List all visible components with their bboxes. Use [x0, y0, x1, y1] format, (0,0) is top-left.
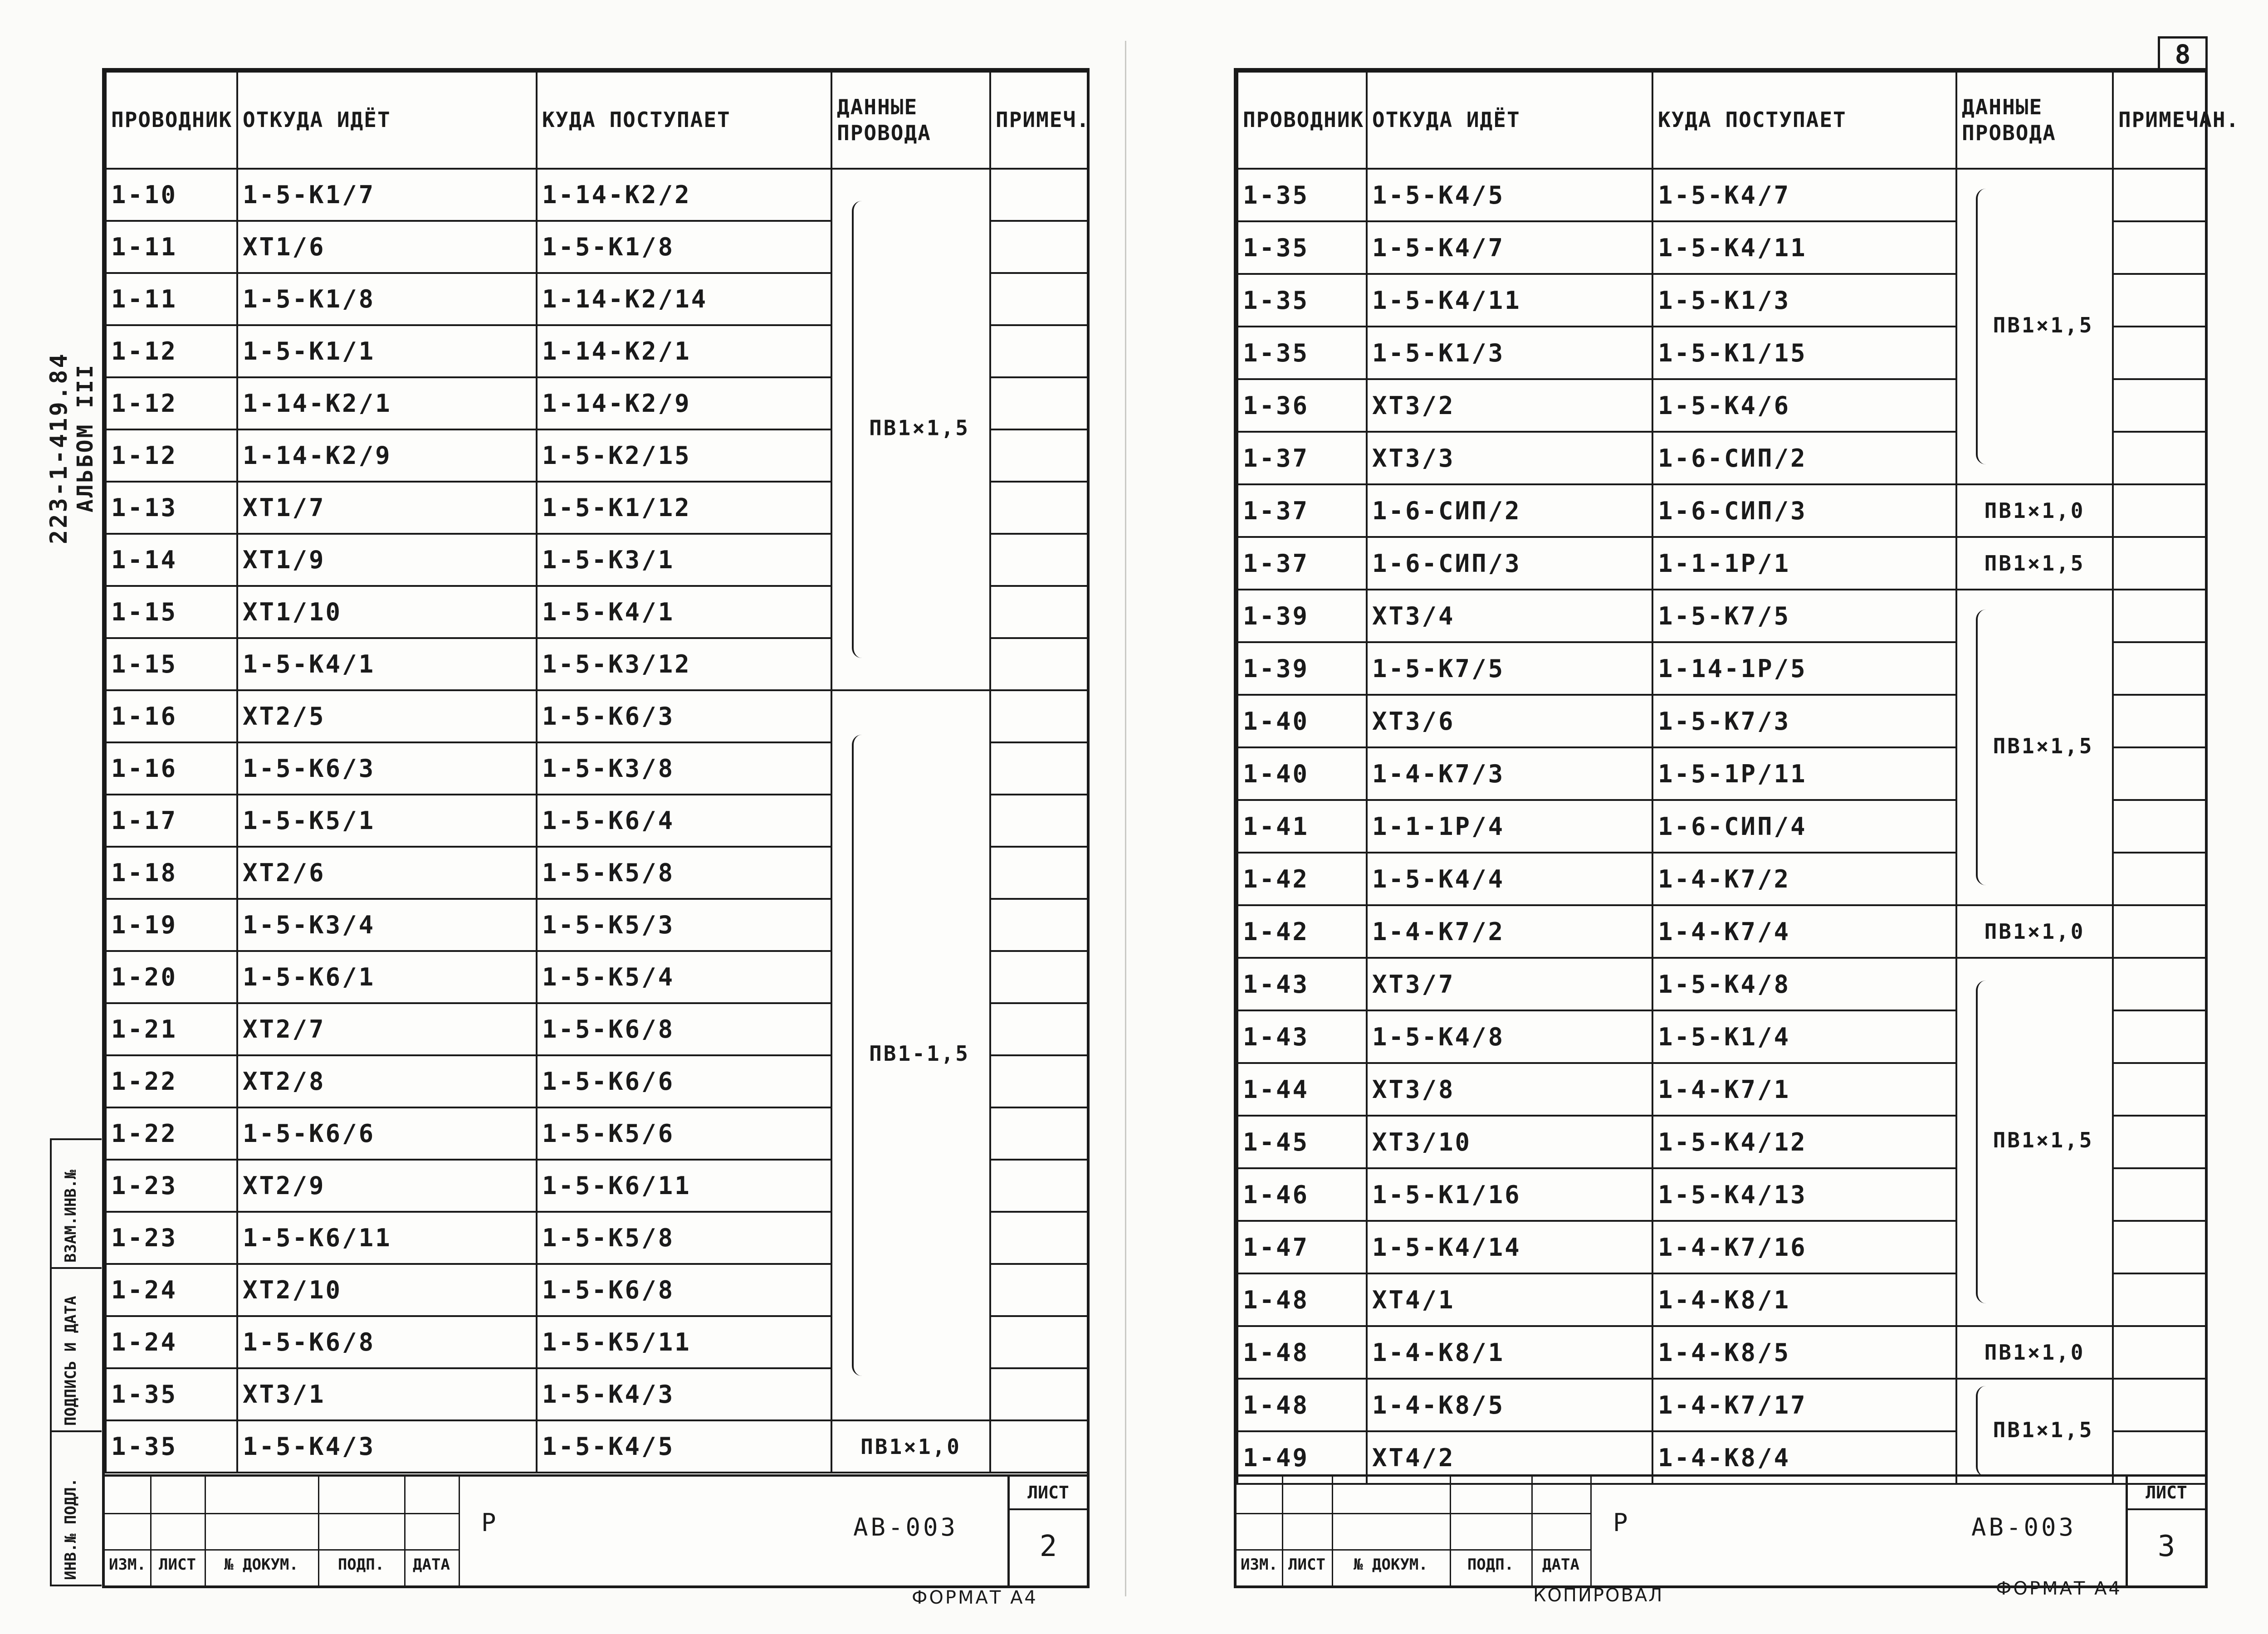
- tb-doc-code: АВ-003: [853, 1513, 958, 1541]
- cell-wire: 1-22: [106, 1107, 237, 1160]
- table-row: [1237, 590, 2206, 642]
- cell-note: [2113, 800, 2206, 853]
- cell-note: [990, 1368, 1088, 1420]
- cell-from: 1-5-К1/8: [237, 273, 537, 325]
- cell-from: 1-5-К1/7: [237, 169, 537, 221]
- tb-label-sheet: ЛИСТ: [1288, 1556, 1325, 1574]
- cell-to: 1-5-К4/8: [1652, 958, 1956, 1010]
- cell-from: ХТ1/6: [237, 221, 537, 273]
- cell-wire: 1-13: [106, 482, 237, 534]
- cell-note: [990, 377, 1088, 429]
- cell-from: 1-5-К5/1: [237, 795, 537, 847]
- cell-wire-data: [1956, 484, 2113, 537]
- wire-data-label: ПВ1×1,0: [1984, 1340, 2085, 1365]
- cell-to: 1-5-К4/1: [537, 586, 831, 638]
- title-grid: [105, 1477, 459, 1585]
- cell-from: ХТ3/1: [237, 1368, 537, 1420]
- cell-wire-data: [1956, 169, 2113, 484]
- cell-from: 1-5-К7/5: [1367, 642, 1652, 695]
- tb-label-sign: ПОДП.: [337, 1556, 385, 1574]
- cell-to: 1-5-К4/11: [1652, 221, 1956, 274]
- cell-wire: 1-48: [1237, 1326, 1367, 1379]
- album-label: АЛЬБОМ III: [73, 363, 98, 512]
- wire-data-label: ПВ1×1,5: [1993, 1417, 2094, 1442]
- cell-wire: 1-46: [1237, 1168, 1367, 1221]
- cell-from: ХТ2/8: [237, 1055, 537, 1107]
- cell-from: ХТ3/2: [1367, 379, 1652, 432]
- cell-wire-data: [1956, 1326, 2113, 1379]
- tb-doc-code: АВ-003: [1971, 1513, 2077, 1541]
- cell-wire: 1-10: [106, 169, 237, 221]
- wire-data-label: ПВ1-1,5: [869, 1041, 970, 1066]
- cell-to: 1-4-К7/4: [1652, 905, 1956, 958]
- wire-data-label: ПВ1×1,5: [1993, 1128, 2094, 1153]
- cell-to: 1-4-К7/2: [1652, 853, 1956, 905]
- stamp-label-inv: ИНВ.№ ПОДЛ.: [62, 1478, 80, 1580]
- table-row: [1237, 169, 2206, 221]
- table-row: [1237, 1379, 2206, 1431]
- cell-to: 1-5-К5/3: [537, 899, 831, 951]
- cell-from: 1-5-К6/11: [237, 1212, 537, 1264]
- cell-wire-data: [831, 1420, 990, 1473]
- cell-note: [2113, 484, 2206, 537]
- cell-wire-data: [1956, 958, 2113, 1326]
- cell-to: 1-5-К1/12: [537, 482, 831, 534]
- cell-to: 1-4-К7/1: [1652, 1063, 1956, 1116]
- group-brace: [1976, 189, 1989, 465]
- cell-note: [990, 951, 1088, 1003]
- cell-note: [2113, 221, 2206, 274]
- group-brace: [1976, 980, 1989, 1303]
- tb-letter: Р: [481, 1508, 496, 1537]
- cell-from: 1-4-К8/5: [1367, 1379, 1652, 1431]
- cell-note: [990, 1420, 1088, 1473]
- cell-to: 1-5-1Р/11: [1652, 747, 1956, 800]
- table-row: [106, 690, 1088, 742]
- cell-wire: 1-37: [1237, 537, 1367, 590]
- cell-to: 1-5-К1/8: [537, 221, 831, 273]
- cell-to: 1-5-К4/7: [1652, 169, 1956, 221]
- cell-wire: 1-42: [1237, 853, 1367, 905]
- cell-wire: 1-23: [106, 1160, 237, 1212]
- cell-to: 1-5-К7/3: [1652, 695, 1956, 747]
- page-fold: [1125, 41, 1126, 1596]
- cell-wire: 1-14: [106, 534, 237, 586]
- tb-sheet-label: ЛИСТ: [1010, 1477, 1087, 1510]
- col-header-from: ОТКУДА ИДЁТ: [237, 72, 537, 169]
- cell-wire: 1-12: [106, 429, 237, 482]
- cell-note: [990, 899, 1088, 951]
- cell-to: 1-1-1Р/1: [1652, 537, 1956, 590]
- cell-note: [990, 429, 1088, 482]
- cell-from: 1-6-СИП/3: [1367, 537, 1652, 590]
- cell-note: [990, 1107, 1088, 1160]
- col-header-data: ДАННЫЕ ПРОВОДА: [1956, 72, 2113, 169]
- cell-to: 1-5-К7/5: [1652, 590, 1956, 642]
- cell-to: 1-5-К6/8: [537, 1264, 831, 1316]
- cell-to: 1-5-К5/4: [537, 951, 831, 1003]
- stamp-label-replace: ВЗАМ.ИНВ.№: [62, 1170, 80, 1263]
- cell-note: [2113, 1326, 2206, 1379]
- cell-note: [990, 1003, 1088, 1055]
- cell-note: [990, 1316, 1088, 1368]
- cell-to: 1-5-К6/6: [537, 1055, 831, 1107]
- table-row: [106, 169, 1088, 221]
- sheet-right: [1234, 39, 2240, 1588]
- cell-to: 1-5-К4/6: [1652, 379, 1956, 432]
- cell-from: 1-5-К4/5: [1367, 169, 1652, 221]
- wire-data-label: ПВ1×1,5: [869, 415, 970, 440]
- cell-wire: 1-19: [106, 899, 237, 951]
- cell-to: 1-5-К5/11: [537, 1316, 831, 1368]
- cell-wire: 1-42: [1237, 905, 1367, 958]
- cell-note: [2113, 853, 2206, 905]
- cell-to: 1-4-К7/16: [1652, 1221, 1956, 1273]
- tb-sheet-box: [2126, 1477, 2205, 1585]
- cell-wire: 1-21: [106, 1003, 237, 1055]
- wire-data-label: ПВ1×1,5: [1993, 312, 2094, 337]
- tb-label-sign: ПОДП.: [1467, 1556, 1514, 1574]
- cell-to: 1-4-К8/5: [1652, 1326, 1956, 1379]
- cell-from: 1-5-К4/11: [1367, 274, 1652, 327]
- cell-note: [2113, 905, 2206, 958]
- cell-to: 1-5-К6/8: [537, 1003, 831, 1055]
- cell-wire: 1-35: [106, 1368, 237, 1420]
- cell-to: 1-5-К5/6: [537, 1107, 831, 1160]
- cell-to: 1-5-К3/8: [537, 742, 831, 795]
- col-header-to: КУДА ПОСТУПАЕТ: [1652, 72, 1956, 169]
- cell-note: [2113, 1379, 2206, 1431]
- cell-to: 1-5-К4/5: [537, 1420, 831, 1473]
- cell-wire: 1-22: [106, 1055, 237, 1107]
- cell-wire: 1-48: [1237, 1379, 1367, 1431]
- cell-wire: 1-44: [1237, 1063, 1367, 1116]
- cell-note: [2113, 1010, 2206, 1063]
- cell-from: 1-4-К8/1: [1367, 1326, 1652, 1379]
- cell-from: ХТ1/9: [237, 534, 537, 586]
- title-block-right: [1237, 1474, 2205, 1585]
- page-number: 8: [2158, 36, 2208, 73]
- tb-sheet-number: 3: [2157, 1530, 2175, 1563]
- cell-note: [2113, 1221, 2206, 1273]
- cell-note: [990, 482, 1088, 534]
- cell-wire: 1-17: [106, 795, 237, 847]
- cell-wire: 1-43: [1237, 958, 1367, 1010]
- cell-to: 1-4-К8/4: [1652, 1431, 1956, 1484]
- cell-note: [990, 1264, 1088, 1316]
- cell-note: [990, 586, 1088, 638]
- tb-label-date: ДАТА: [1542, 1556, 1579, 1574]
- format-label-left: ФОРМАТ А4: [912, 1587, 1038, 1608]
- table-row: [106, 1420, 1088, 1473]
- cell-to: 1-5-К2/15: [537, 429, 831, 482]
- col-header-from: ОТКУДА ИДЁТ: [1367, 72, 1652, 169]
- cell-note: [990, 742, 1088, 795]
- tb-sheet-number: 2: [1039, 1530, 1057, 1563]
- cell-wire: 1-35: [1237, 221, 1367, 274]
- cell-note: [990, 221, 1088, 273]
- cell-from: 1-5-К3/4: [237, 899, 537, 951]
- cell-wire-data: [1956, 537, 2113, 590]
- cell-to: 1-5-К3/1: [537, 534, 831, 586]
- wire-data-label: ПВ1×1,5: [1984, 551, 2085, 576]
- cell-from: 1-5-К4/14: [1367, 1221, 1652, 1273]
- cell-from: ХТ3/7: [1367, 958, 1652, 1010]
- cell-to: 1-4-К8/1: [1652, 1273, 1956, 1326]
- group-brace: [1976, 610, 1989, 886]
- cell-note: [990, 1160, 1088, 1212]
- cell-from: ХТ3/4: [1367, 590, 1652, 642]
- col-header-to: КУДА ПОСТУПАЕТ: [537, 72, 831, 169]
- cell-to: 1-14-1Р/5: [1652, 642, 1956, 695]
- cell-from: 1-5-К6/3: [237, 742, 537, 795]
- sheet-left: [102, 68, 1090, 1588]
- wire-table-right: [1237, 71, 2240, 1485]
- cell-wire: 1-15: [106, 586, 237, 638]
- cell-from: ХТ3/10: [1367, 1116, 1652, 1168]
- cell-wire: 1-24: [106, 1316, 237, 1368]
- cell-wire-data: [831, 169, 990, 690]
- table-row: [1237, 537, 2206, 590]
- cell-wire-data: [1956, 590, 2113, 905]
- cell-wire: 1-15: [106, 638, 237, 690]
- cell-note: [2113, 958, 2206, 1010]
- cell-from: 1-4-К7/2: [1367, 905, 1652, 958]
- table-row: [1237, 905, 2206, 958]
- tb-sheet-box: [1007, 1477, 1087, 1585]
- tb-sheet-label: ЛИСТ: [2128, 1477, 2205, 1510]
- cell-wire: 1-23: [106, 1212, 237, 1264]
- cell-note: [990, 638, 1088, 690]
- cell-to: 1-5-К6/11: [537, 1160, 831, 1212]
- group-brace: [852, 201, 865, 658]
- cell-to: 1-14-К2/9: [537, 377, 831, 429]
- cell-to: 1-5-К1/4: [1652, 1010, 1956, 1063]
- cell-wire: 1-35: [106, 1420, 237, 1473]
- cell-from: 1-4-К7/3: [1367, 747, 1652, 800]
- cell-wire: 1-40: [1237, 695, 1367, 747]
- cell-from: 1-6-СИП/2: [1367, 484, 1652, 537]
- cell-to: 1-5-К1/15: [1652, 327, 1956, 379]
- wire-data-label: ПВ1×1,5: [1993, 733, 2094, 758]
- cell-to: 1-14-К2/14: [537, 273, 831, 325]
- cell-wire: 1-43: [1237, 1010, 1367, 1063]
- table-row: [1237, 1326, 2206, 1379]
- cell-to: 1-5-К6/4: [537, 795, 831, 847]
- cell-note: [990, 325, 1088, 377]
- cell-from: 1-5-К4/1: [237, 638, 537, 690]
- tb-label-doc: № ДОКУМ.: [224, 1556, 298, 1574]
- cell-note: [990, 847, 1088, 899]
- cell-from: ХТ1/7: [237, 482, 537, 534]
- cell-to: 1-5-К4/13: [1652, 1168, 1956, 1221]
- cell-from: 1-5-К1/3: [1367, 327, 1652, 379]
- cell-from: ХТ3/3: [1367, 432, 1652, 484]
- cell-wire: 1-18: [106, 847, 237, 899]
- cell-to: 1-5-К1/3: [1652, 274, 1956, 327]
- stamp-label-sign: ПОДПИСЬ И ДАТА: [62, 1296, 80, 1426]
- col-header-wire: ПРОВОДНИК: [1237, 72, 1367, 169]
- cell-from: 1-5-К1/16: [1367, 1168, 1652, 1221]
- cell-wire: 1-12: [106, 325, 237, 377]
- cell-from: ХТ2/9: [237, 1160, 537, 1212]
- format-label-right: ФОРМАТ А4: [1996, 1578, 2122, 1599]
- cell-wire-data: [1956, 905, 2113, 958]
- cell-to: 1-5-К5/8: [537, 847, 831, 899]
- tb-letter: Р: [1613, 1508, 1628, 1537]
- group-brace: [1976, 1386, 1989, 1477]
- cell-note: [990, 795, 1088, 847]
- cell-to: 1-14-К2/2: [537, 169, 831, 221]
- cell-from: 1-5-К6/8: [237, 1316, 537, 1368]
- cell-from: ХТ4/2: [1367, 1431, 1652, 1484]
- col-header-note: ПРИМЕЧАН.: [2113, 72, 2206, 169]
- cell-from: ХТ2/10: [237, 1264, 537, 1316]
- cell-from: 1-5-К4/4: [1367, 853, 1652, 905]
- cell-wire: 1-24: [106, 1264, 237, 1316]
- cell-note: [990, 273, 1088, 325]
- cell-from: 1-14-К2/9: [237, 429, 537, 482]
- cell-wire: 1-40: [1237, 747, 1367, 800]
- cell-note: [2113, 327, 2206, 379]
- copied-by-label: КОПИРОВАЛ: [1533, 1585, 1664, 1606]
- cell-from: 1-5-К1/1: [237, 325, 537, 377]
- cell-wire: 1-49: [1237, 1431, 1367, 1484]
- cell-note: [990, 1055, 1088, 1107]
- cell-to: 1-5-К3/12: [537, 638, 831, 690]
- cell-to: 1-5-К4/3: [537, 1368, 831, 1420]
- cell-wire: 1-11: [106, 221, 237, 273]
- cell-from: ХТ3/8: [1367, 1063, 1652, 1116]
- cell-wire: 1-35: [1237, 327, 1367, 379]
- cell-wire: 1-39: [1237, 590, 1367, 642]
- cell-to: 1-4-К7/17: [1652, 1379, 1956, 1431]
- cell-note: [2113, 537, 2206, 590]
- cell-from: ХТ2/5: [237, 690, 537, 742]
- cell-note: [2113, 379, 2206, 432]
- table-row: [1237, 484, 2206, 537]
- tb-label-sheet: ЛИСТ: [159, 1556, 196, 1574]
- title-block-left: [105, 1474, 1087, 1585]
- cell-wire-data: [831, 690, 990, 1420]
- header-row: [1237, 72, 2206, 169]
- cell-to: 1-5-К6/3: [537, 690, 831, 742]
- tb-label-change: ИЗМ.: [109, 1556, 146, 1574]
- cell-to: 1-14-К2/1: [537, 325, 831, 377]
- cell-wire: 1-20: [106, 951, 237, 1003]
- wire-data-label: ПВ1×1,0: [860, 1434, 961, 1459]
- cell-from: ХТ2/6: [237, 847, 537, 899]
- col-header-wire: ПРОВОДНИК: [106, 72, 237, 169]
- group-brace: [852, 735, 865, 1375]
- cell-from: 1-14-К2/1: [237, 377, 537, 429]
- cell-to: 1-6-СИП/3: [1652, 484, 1956, 537]
- cell-from: 1-5-К4/8: [1367, 1010, 1652, 1063]
- cell-note: [2113, 1116, 2206, 1168]
- header-row: [106, 72, 1088, 169]
- cell-note: [2113, 642, 2206, 695]
- wire-data-label: ПВ1×1,0: [1984, 919, 2085, 944]
- cell-note: [2113, 1168, 2206, 1221]
- cell-note: [2113, 1063, 2206, 1116]
- col-header-note: ПРИМЕЧ.: [990, 72, 1088, 169]
- cell-wire: 1-16: [106, 690, 237, 742]
- cell-note: [990, 690, 1088, 742]
- cell-wire: 1-39: [1237, 642, 1367, 695]
- cell-from: 1-5-К4/7: [1367, 221, 1652, 274]
- col-header-data: ДАННЫЕ ПРОВОДА: [831, 72, 990, 169]
- cell-wire: 1-37: [1237, 432, 1367, 484]
- cell-note: [2113, 590, 2206, 642]
- cell-from: 1-5-К6/1: [237, 951, 537, 1003]
- cell-wire-data: [1956, 1379, 2113, 1484]
- cell-note: [2113, 747, 2206, 800]
- tb-label-doc: № ДОКУМ.: [1354, 1556, 1428, 1574]
- cell-to: 1-6-СИП/2: [1652, 432, 1956, 484]
- cell-wire: 1-11: [106, 273, 237, 325]
- cell-wire: 1-12: [106, 377, 237, 429]
- album-code: 223-1-419.84: [45, 352, 73, 544]
- cell-from: ХТ1/10: [237, 586, 537, 638]
- cell-wire: 1-36: [1237, 379, 1367, 432]
- cell-from: 1-5-К4/3: [237, 1420, 537, 1473]
- cell-from: 1-1-1Р/4: [1367, 800, 1652, 853]
- cell-wire: 1-41: [1237, 800, 1367, 853]
- tb-label-date: ДАТА: [413, 1556, 450, 1574]
- cell-wire: 1-35: [1237, 169, 1367, 221]
- cell-wire: 1-45: [1237, 1116, 1367, 1168]
- cell-wire: 1-37: [1237, 484, 1367, 537]
- cell-from: ХТ3/6: [1367, 695, 1652, 747]
- cell-note: [2113, 432, 2206, 484]
- stamp-strip: [50, 1138, 102, 1586]
- cell-to: 1-5-К5/8: [537, 1212, 831, 1264]
- wire-table-left: [105, 71, 1089, 1473]
- cell-wire: 1-35: [1237, 274, 1367, 327]
- table-row: [1237, 958, 2206, 1010]
- cell-note: [2113, 1273, 2206, 1326]
- cell-to: 1-6-СИП/4: [1652, 800, 1956, 853]
- cell-from: ХТ2/7: [237, 1003, 537, 1055]
- cell-note: [2113, 169, 2206, 221]
- cell-note: [990, 169, 1088, 221]
- cell-note: [990, 1212, 1088, 1264]
- cell-note: [2113, 695, 2206, 747]
- cell-wire: 1-16: [106, 742, 237, 795]
- cell-to: 1-5-К4/12: [1652, 1116, 1956, 1168]
- cell-from: 1-5-К6/6: [237, 1107, 537, 1160]
- cell-wire: 1-48: [1237, 1273, 1367, 1326]
- tb-label-change: ИЗМ.: [1241, 1556, 1278, 1574]
- title-grid: [1237, 1477, 1590, 1585]
- wire-data-label: ПВ1×1,0: [1984, 498, 2085, 523]
- cell-note: [990, 534, 1088, 586]
- cell-note: [2113, 274, 2206, 327]
- cell-from: ХТ4/1: [1367, 1273, 1652, 1326]
- cell-wire: 1-47: [1237, 1221, 1367, 1273]
